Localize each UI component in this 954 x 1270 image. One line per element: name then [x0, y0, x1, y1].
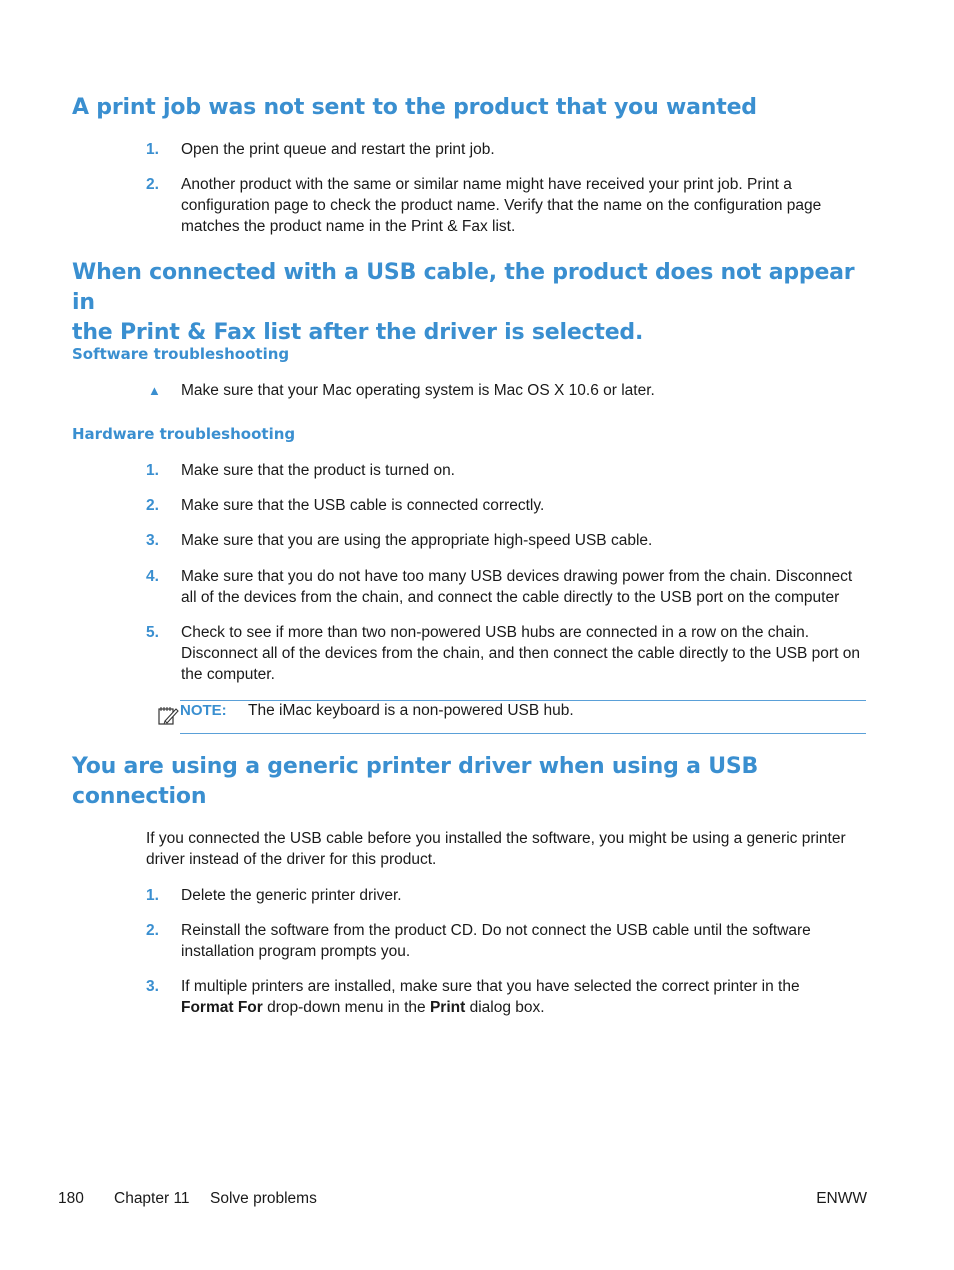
- step-text: Make sure that your Mac operating system is Mac OS X 10.6 or later.: [181, 382, 655, 399]
- step-number: 2.: [146, 497, 159, 514]
- step-number: 2.: [146, 922, 159, 939]
- note-pencil-icon: [157, 704, 179, 726]
- note-box: [180, 700, 866, 734]
- step-number: 1.: [146, 462, 159, 479]
- step-number: 4.: [146, 568, 159, 585]
- section-title-usb-not-appear: [72, 258, 872, 348]
- title-line: the Print & Fax list after the driver is selected.: [72, 320, 644, 345]
- step-number: 3.: [146, 978, 159, 995]
- step-text: Make sure that you do not have too many USB devices drawing power from the chain. Disconnect all of the devices from the chain, and connect the cable directly to the USB port on the computer: [181, 568, 853, 606]
- text-run: dialog box.: [465, 999, 545, 1016]
- step-text: [181, 976, 871, 1018]
- section-title-print-job: A print job was not sent to the product that you wanted: [72, 95, 757, 120]
- dialog-name: Print: [429, 999, 466, 1016]
- section-title-generic-driver: [72, 752, 872, 812]
- title-line: When connected with a USB cable, the product does not appear in: [72, 260, 855, 315]
- step-text: Make sure that you are using the appropriate high-speed USB cable.: [181, 532, 653, 549]
- intro-paragraph: If you connected the USB cable before you installed the software, you might be using a generic printer driver instead of the driver for this product.: [146, 830, 846, 868]
- step-number: 1.: [146, 887, 159, 904]
- step-number: 1.: [146, 141, 159, 158]
- menu-name: Format For: [181, 999, 263, 1016]
- page-number: 180: [58, 1190, 84, 1207]
- text-run: drop-down menu in the: [262, 999, 430, 1016]
- footer-right-label: ENWW: [816, 1190, 867, 1207]
- text-run: If multiple printers are installed, make sure that you have selected the correct printer in the: [181, 978, 800, 995]
- step-text: Check to see if more than two non-powered USB hubs are connected in a row on the chain. Disconnect all of the devices from the chain, and then connect the cable directly to the USB port on the computer.: [181, 624, 860, 683]
- software-troubleshooting-heading: Software troubleshooting: [72, 345, 290, 363]
- title-line: connection: [72, 784, 207, 809]
- note-text: The iMac keyboard is a non-powered USB hub.: [248, 702, 574, 719]
- step-text: Delete the generic printer driver.: [181, 887, 402, 904]
- chapter-title: Solve problems: [210, 1190, 317, 1207]
- step-text: Reinstall the software from the product CD. Do not connect the USB cable until the software installation program prompts you.: [181, 922, 811, 960]
- chapter-label: Chapter 11: [114, 1190, 190, 1207]
- step-text: Make sure that the USB cable is connected correctly.: [181, 497, 545, 514]
- title-line: You are using a generic printer driver when using a USB: [72, 754, 759, 779]
- note-label: NOTE:: [180, 702, 227, 719]
- hardware-troubleshooting-heading: Hardware troubleshooting: [72, 425, 296, 443]
- triangle-bullet-icon: ▲: [148, 383, 161, 398]
- step-text: Make sure that the product is turned on.: [181, 462, 455, 479]
- step-text: Another product with the same or similar name might have received your print job. Print a configuration page to check the product name. Verify that the name on the configuration page matches the product name in the Print & Fax list.: [181, 176, 822, 235]
- step-number: 3.: [146, 532, 159, 549]
- step-number: 5.: [146, 624, 159, 641]
- step-number: 2.: [146, 176, 159, 193]
- step-text: Open the print queue and restart the print job.: [181, 141, 495, 158]
